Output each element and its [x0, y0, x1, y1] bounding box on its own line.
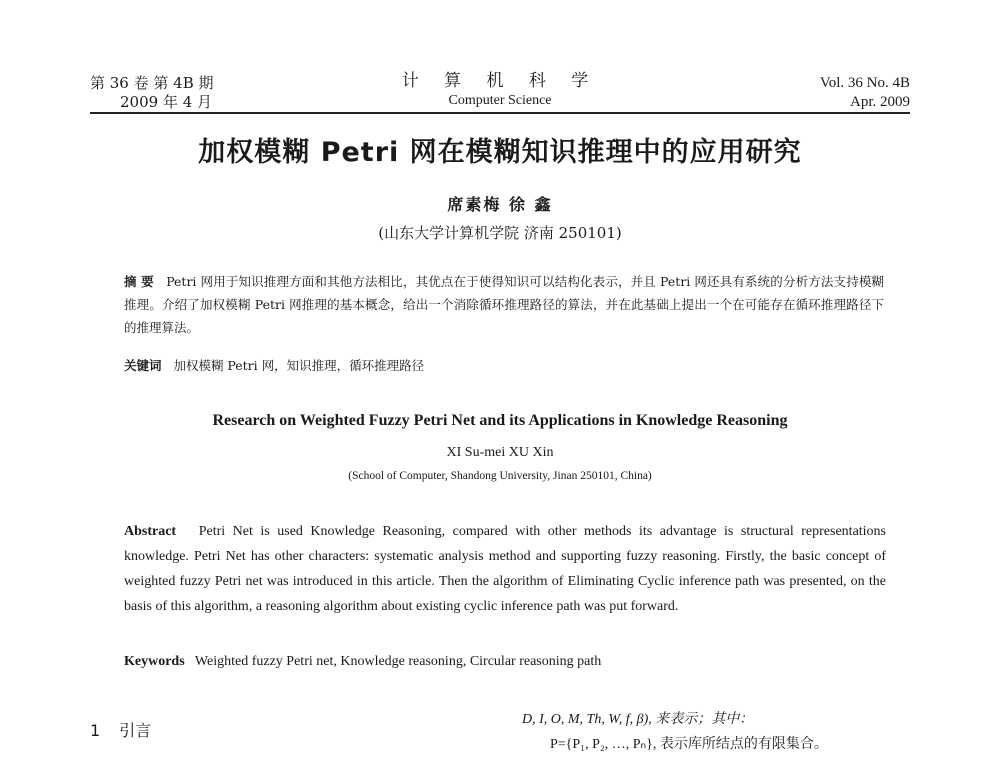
- header-volume-en: [820, 74, 910, 112]
- abstract-cn-label: 摘 要: [124, 274, 154, 289]
- journal-name-cn: 计 算 机 科 学: [401, 71, 599, 91]
- abstract-en-text: Petri Net is used Knowledge Reasoning, compared with other methods its advantage is structural representations knowledge. Petri Net has other characters: systematic analysis method and supporting fuzzy reasoning. Firstly, the basic concept of weighted fuzzy Petri net was introduced in this article. Then the algorithm of Eliminating Cyclic inference path was presented, on the basis of this algorithm, a reasoning algorithm about existing cyclic inference path was put forward.: [124, 524, 887, 614]
- authors-cn: 席素梅 徐 鑫: [447, 195, 553, 214]
- journal-name-en: Computer Science: [448, 93, 552, 108]
- abstract-en: [124, 519, 886, 619]
- paper-title-en: Research on Weighted Fuzzy Petri Net and its Applications in Knowledge Reasoning: [212, 412, 788, 429]
- section-1-heading: [90, 718, 151, 741]
- keywords-en-label: Keywords: [124, 654, 185, 669]
- section-1-title: 引言: [119, 721, 152, 740]
- volume-issue-cn: 第 36 卷 第 4B 期: [90, 74, 214, 92]
- abstract-cn-text: Petri 网用于知识推理方面和其他方法相比，其优点在于使得知识可以结构化表示，并且 Petri 网还具有系统的分析方法支持模糊推理。介绍了加权模糊 Petri 网推理的基本概念，给出一个消除循环推理路径的算法，并在此基础上提出一个在可能存在循环推理路径下的推理算法。: [124, 274, 884, 335]
- date-cn: 2009 年 4 月: [120, 93, 213, 111]
- keywords-en: [124, 654, 601, 670]
- keywords-en-text: Weighted fuzzy Petri net, Knowledge reasoning, Circular reasoning path: [194, 654, 602, 669]
- keywords-cn-label: 关键词: [124, 358, 162, 373]
- formula-line-1: D, I, O, M, Th, W, f, β), 来表示；其中：: [522, 712, 754, 727]
- affiliation-cn: (山东大学计算机学院 济南 250101): [378, 224, 622, 242]
- authors-en: XI Su-mei XU Xin: [446, 445, 554, 460]
- paper-title-cn: 加权模糊 Petri 网在模糊知识推理中的应用研究: [198, 137, 802, 168]
- keywords-cn-text: 加权模糊 Petri 网，知识推理，循环推理路径: [173, 358, 425, 373]
- affiliation-en: (School of Computer, Shandong University, Jinan 250101, China): [348, 470, 652, 482]
- volume-en: Vol. 36 No. 4B: [819, 75, 910, 91]
- keywords-cn: [124, 356, 424, 374]
- abstract-cn: [124, 270, 884, 339]
- header-rule: [90, 112, 910, 114]
- abstract-en-label: Abstract: [124, 524, 177, 539]
- formula-line-2: P={P₁, P₂, …, Pₙ}, 表示库所结点的有限集合。: [550, 737, 828, 752]
- section-1-number: 1: [90, 721, 101, 740]
- date-en: Apr. 2009: [850, 94, 910, 110]
